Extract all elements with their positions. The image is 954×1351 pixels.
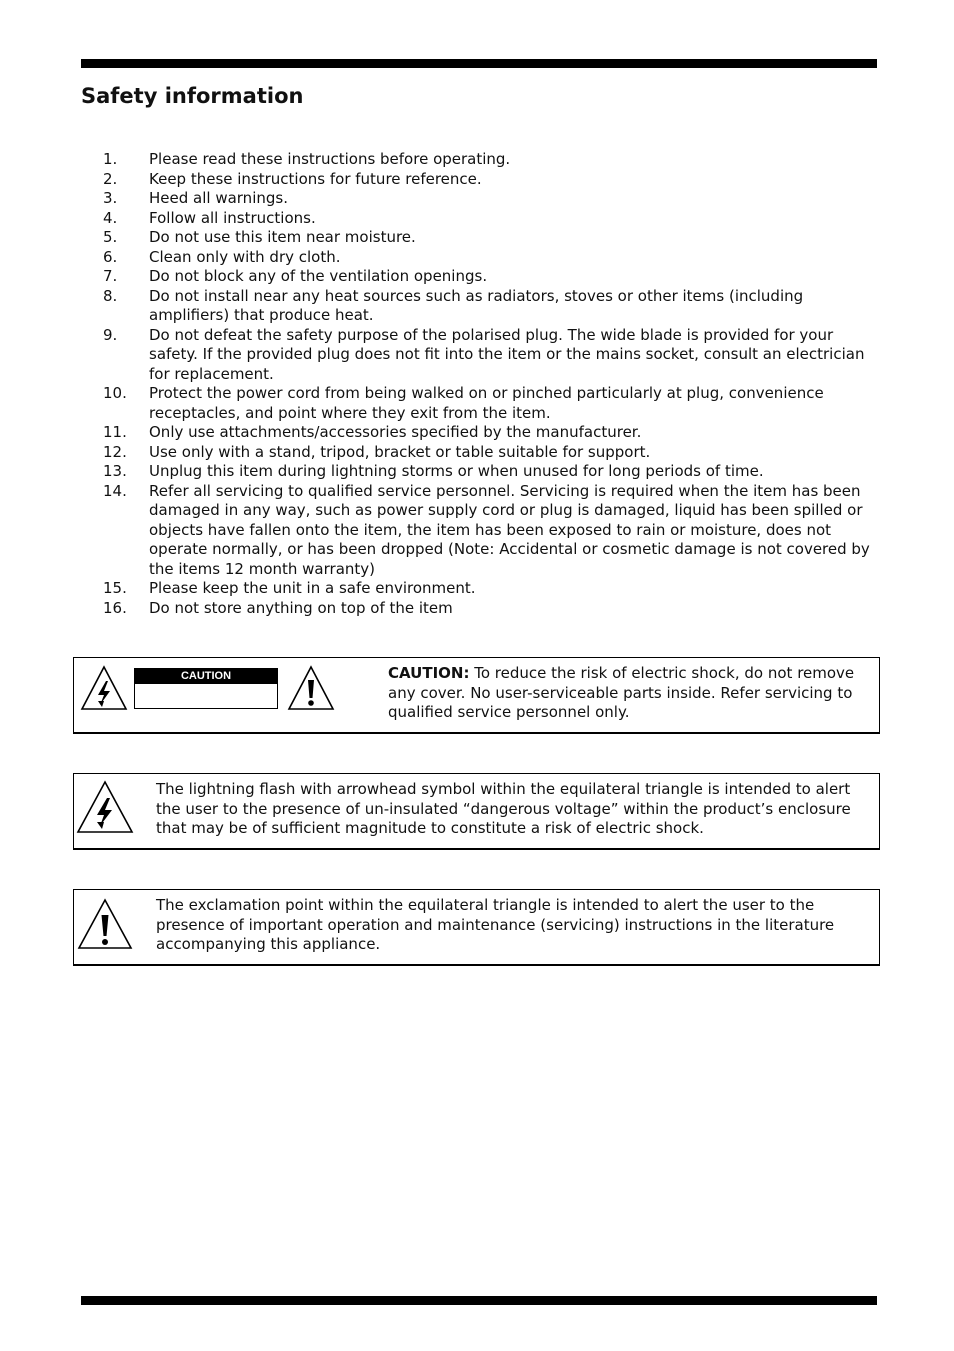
instruction-text: Protect the power cord from being walked on or pinched particularly at plug, convenience receptacles, and point where they exit from the item. [149,384,824,422]
exclamation-info-text: The exclamation point within the equilateral triangle is intended to alert the user to the presence of important operation and maintenance (servicing) instructions in the literature accompanying this appliance. [156,896,835,953]
instruction-number: 1. [103,150,118,168]
instruction-number: 2. [103,169,118,188]
instruction-text: Keep these instructions for future reference. [149,169,482,188]
instruction-text: Do not install near any heat sources such as radiators, stoves or other items (including amplifiers) that produce heat. [149,286,804,324]
instruction-number: 3. [103,189,118,207]
caution-box [73,657,880,734]
instruction-number: 16. [103,598,127,617]
instruction-number: 9. [103,325,118,344]
instructions-list [103,150,883,618]
instruction-text: Follow all instructions. [149,208,316,227]
instruction-item [103,482,883,580]
instruction-item [103,443,883,463]
instruction-text: Clean only with dry cloth. [149,247,341,266]
instruction-text: Heed all warnings. [149,189,288,207]
lightning-info-box [73,773,880,850]
instruction-text: Refer all servicing to qualified service personnel. Servicing is required when the item has been damaged in any way, such as power supply cord or plug is damaged, liquid has been spilled or objects have fallen onto the item, the item has been exposed to rain or moisture, does not operate normally, or has been dropped (Note: Accidental or cosmetic damage is not covered by the items 12 month warranty) [149,481,870,578]
instruction-item [103,228,883,248]
caution-lead: CAUTION: [388,664,470,682]
instruction-text: Do not store anything on top of the item [149,598,453,617]
caution-label-graphic: CAUTION [134,668,278,709]
instruction-text: Do not use this item near moisture. [149,228,416,246]
top-rule [81,59,877,68]
instruction-number: 12. [103,442,127,461]
instruction-number: 4. [103,208,118,227]
lightning-info-text: The lightning flash with arrowhead symbol within the equilateral triangle is intended to alert the user to the presence of un-insulated “dangerous voltage” within the product’s enclosure that may be of sufficient magnitude to constitute a risk of electric shock. [156,780,851,837]
exclamation-triangle-icon [77,898,133,950]
instruction-number: 11. [103,423,127,441]
instruction-text: Use only with a stand, tripod, bracket or table suitable for support. [149,442,651,461]
instruction-text: Do not block any of the ventilation openings. [149,267,488,285]
lightning-triangle-icon [80,665,128,711]
instruction-item [103,462,883,482]
instruction-item [103,170,883,190]
instruction-text: Please keep the unit in a safe environment. [149,579,476,597]
caution-text [388,664,868,723]
caution-body: To reduce the risk of electric shock, do not remove any cover. No user-serviceable parts inside. Refer servicing to qualified service personnel only. [388,664,855,721]
instruction-item [103,326,883,385]
bottom-rule [81,1296,877,1305]
instruction-item [103,189,883,209]
instruction-item [103,384,883,423]
instruction-text: Unplug this item during lightning storms or when unused for long periods of time. [149,462,764,480]
exclamation-info-box [73,889,880,966]
instruction-item [103,209,883,229]
instruction-number: 10. [103,384,127,402]
instruction-text: Do not defeat the safety purpose of the polarised plug. The wide blade is provided for your safety. If the provided plug does not fit into the item or the mains socket, consult an electrician for replacement. [149,325,865,383]
instruction-number: 15. [103,579,127,597]
instruction-item [103,287,883,326]
instruction-item [103,267,883,287]
exclamation-triangle-icon [287,665,335,711]
instruction-text: Please read these instructions before operating. [149,150,511,168]
instruction-number: 5. [103,228,118,246]
instruction-number: 13. [103,462,127,480]
instruction-item [103,423,883,443]
instruction-number: 8. [103,286,118,305]
instruction-item [103,248,883,268]
instruction-number: 7. [103,267,118,285]
lightning-triangle-icon [76,780,134,834]
instruction-item [103,150,883,170]
instruction-item [103,579,883,599]
instruction-number: 6. [103,247,118,266]
instruction-text: Only use attachments/accessories specified by the manufacturer. [149,423,642,441]
page-title: Safety information [81,84,304,108]
instruction-number: 14. [103,481,127,500]
instruction-item [103,599,883,619]
